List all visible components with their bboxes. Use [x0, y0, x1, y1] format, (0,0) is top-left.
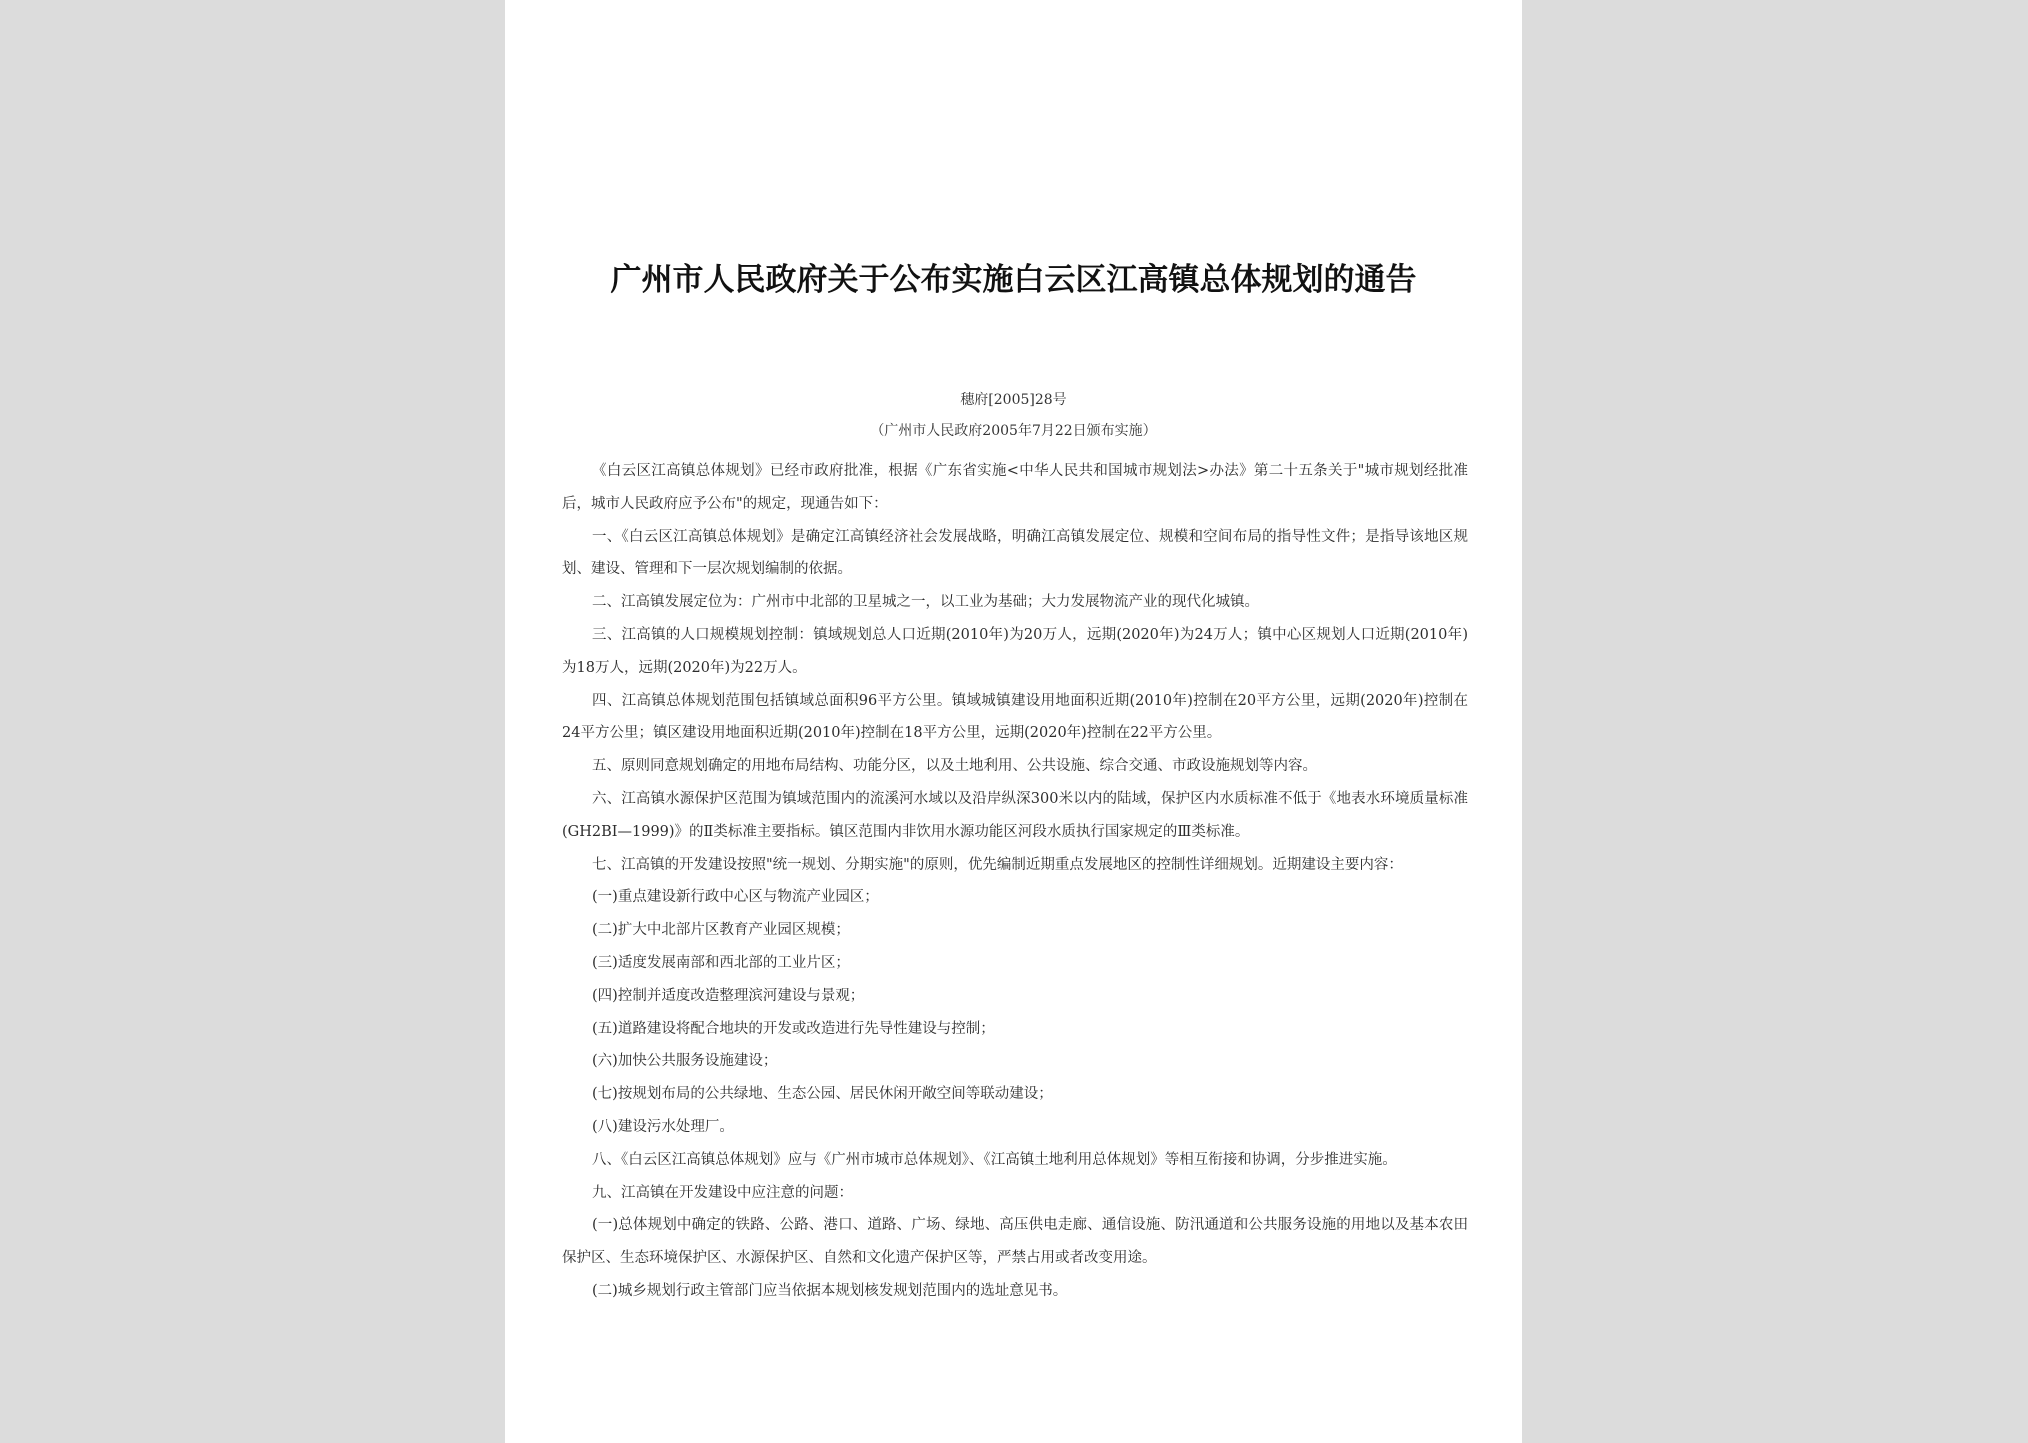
list-item: (四)控制并适度改造整理滨河建设与景观； — [592, 987, 865, 1004]
paragraph-5: 五、原则同意规划确定的用地布局结构、功能分区，以及土地利用、公共设施、综合交通、市政设施规划等内容。 — [592, 758, 1317, 775]
paragraph-8: 八、《白云区江高镇总体规划》应与《广州市城市总体规划》、《江高镇土地利用总体规划》等相互衔接和协调，分步推进实施。 — [592, 1151, 1397, 1168]
list-item: (一)总体规划中确定的铁路、公路、港口、道路、广场、绿地、高压供电走廊、通信设施、防汛通道和公共服务设施的用地以及基本农田保护区、生态环境保护区、水源保护区、自然和文化遗产保护区等，严禁占用或者改变用途。 — [562, 1217, 1468, 1267]
document-number: 穗府[2005]28号 — [960, 392, 1067, 408]
issue-note: （广州市人民政府2005年7月22日颁布实施） — [870, 423, 1157, 439]
list-item: (六)加快公共服务设施建设； — [592, 1053, 778, 1070]
paragraph-4: 四、江高镇总体规划范围包括镇域总面积96平方公里。镇域城镇建设用地面积近期(2010年)控制在20平方公里，远期(2020年)控制在24平方公里；镇区建设用地面积近期(2010年)控制在18平方公里，远期(2020年)控制在22平方公里。 — [562, 692, 1468, 742]
document-body — [562, 455, 1468, 1308]
paragraph-9: 九、江高镇在开发建设中应注意的问题： — [592, 1184, 853, 1201]
list-item: (一)重点建设新行政中心区与物流产业园区； — [592, 889, 879, 906]
list-item: (八)建设污水处理厂。 — [592, 1118, 734, 1135]
paragraph-intro: 《白云区江高镇总体规划》已经市政府批准，根据《广东省实施<中华人民共和国城市规划法>办法》第二十五条关于"城市规划经批准后，城市人民政府应予公布"的规定，现通告如下： — [562, 463, 1468, 512]
list-item: (七)按规划布局的公共绿地、生态公园、居民休闲开敞空间等联动建设； — [592, 1086, 1053, 1103]
list-item: (三)适度发展南部和西北部的工业片区； — [592, 954, 850, 971]
list-item: (五)道路建设将配合地块的开发或改造进行先导性建设与控制； — [592, 1020, 995, 1037]
document-title: 广州市人民政府关于公布实施白云区江高镇总体规划的通告 — [610, 262, 1417, 298]
document-page — [505, 0, 1522, 1443]
paragraph-1: 一、《白云区江高镇总体规划》是确定江高镇经济社会发展战略，明确江高镇发展定位、规模和空间布局的指导性文件；是指导该地区规划、建设、管理和下一层次规划编制的依据。 — [562, 528, 1468, 578]
paragraph-2: 二、江高镇发展定位为：广州市中北部的卫星城之一，以工业为基础；大力发展物流产业的现代化城镇。 — [592, 594, 1259, 611]
paragraph-6: 六、江高镇水源保护区范围为镇域范围内的流溪河水域以及沿岸纵深300米以内的陆域，保护区内水质标准不低于《地表水环境质量标准(GH2BI—1999)》的Ⅱ类标准主要指标。镇区范围内非饮用水源功能区河段水质执行国家规定的Ⅲ类标准。 — [562, 790, 1468, 840]
list-item: (二)扩大中北部片区教育产业园区规模； — [592, 922, 850, 939]
paragraph-3: 三、江高镇的人口规模规划控制：镇域规划总人口近期(2010年)为20万人，远期(2020年)为24万人；镇中心区规划人口近期(2010年)为18万人，远期(2020年)为22万人。 — [562, 626, 1468, 676]
list-item: (二)城乡规划行政主管部门应当依据本规划核发规划范围内的选址意见书。 — [592, 1282, 1068, 1299]
paragraph-7: 七、江高镇的开发建设按照"统一规划、分期实施"的原则，优先编制近期重点发展地区的控制性详细规划。近期建设主要内容： — [592, 856, 1403, 873]
